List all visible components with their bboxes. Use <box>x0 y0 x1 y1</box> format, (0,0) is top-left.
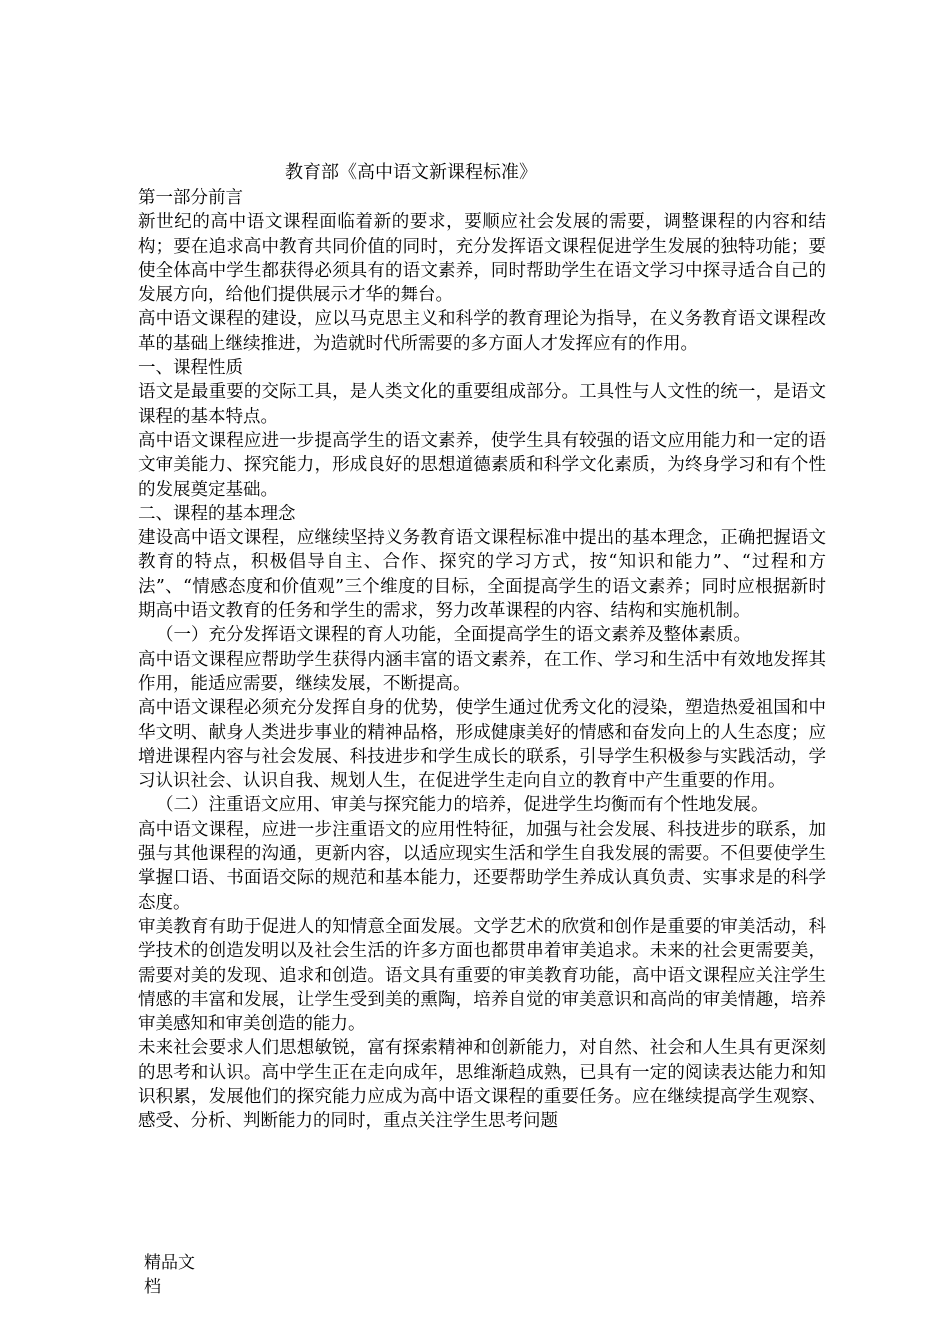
philosophy-paragraph-1: 建设高中语文课程，应继续坚持义务教育语文课程标准中提出的基本理念，正确把握语文教育的特点，积极倡导自主、合作、探究的学习方式，按“知识和能力”、“过程和方法”、“情感态度和价值观”三个维度的目标，全面提高学生的语文素养；同时应根据新时期高中语文教育的任务和学生的需求，努力改革课程的内容、结构和实施机制。 <box>138 528 826 622</box>
subsection-heading-1: （一）充分发挥语文课程的育人功能，全面提高学生的语文素养及整体素质。 <box>156 625 751 646</box>
intro-paragraph-2: 高中语文课程的建设，应以马克思主义和科学的教育理论为指导，在义务教育语文课程改革的基础上继续推进，为造就时代所需要的多方面人才发挥应有的作用。 <box>138 309 826 354</box>
subsection-heading-2: （二）注重语文应用、审美与探究能力的培养，促进学生均衡而有个性地发展。 <box>156 795 769 816</box>
page-title: 教育部《高中语文新课程标准》 <box>285 162 537 183</box>
subsection1-paragraph-2: 高中语文课程必须充分发挥自身的优势，使学生通过优秀文化的浸染，塑造热爱祖国和中华文明、献身人类进步事业的精神品格，形成健康美好的情感和奋发向上的人生态度；应增进课程内容与社会发展、科技进步和学生成长的联系，引导学生积极参与实践活动，学习认识社会、认识自我、规划人生，在促进学生走向自立的教育中产生重要的作用。 <box>138 698 826 792</box>
section-heading-nature: 一、课程性质 <box>138 358 243 379</box>
nature-paragraph-1: 语文是最重要的交际工具，是人类文化的重要组成部分。工具性与人文性的统一，是语文课程的基本特点。 <box>138 382 826 427</box>
subsection1-paragraph-1: 高中语文课程应帮助学生获得内涵丰富的语文素养，在工作、学习和生活中有效地发挥其作用，能适应需要，继续发展，不断提高。 <box>138 649 826 694</box>
intro-paragraph-1: 新世纪的高中语文课程面临着新的要求，要顺应社会发展的需要，调整课程的内容和结构；要在追求高中教育共同价值的同时，充分发挥语文课程促进学生发展的独特功能；要使全体高中学生都获得必须具有的语文素养，同时帮助学生在语文学习中探寻适合自己的发展方向，给他们提供展示才华的舞台。 <box>138 212 826 306</box>
document-body <box>138 186 826 1134</box>
section-heading-philosophy: 二、课程的基本理念 <box>138 503 296 524</box>
subsection2-paragraph-1: 高中语文课程，应进一步注重语文的应用性特征，加强与社会发展、科技进步的联系，加强与其他课程的沟通，更新内容，以适应现实生活和学生自我发展的需要。不但要使学生掌握口语、书面语交际的规范和基本能力，还要帮助学生养成认真负责、实事求是的科学态度。 <box>138 819 826 913</box>
subsection2-paragraph-3: 未来社会要求人们思想敏锐，富有探索精神和创新能力，对自然、社会和人生具有更深刻的思考和认识。高中学生正在走向成年，思维渐趋成熟，已具有一定的阅读表达能力和知识积累，发展他们的探究能力应成为高中语文课程的重要任务。应在继续提高学生观察、感受、分析、判断能力的同时，重点关注学生思考问题 <box>138 1038 826 1132</box>
subsection2-paragraph-2: 审美教育有助于促进人的知情意全面发展。文学艺术的欣赏和创作是重要的审美活动，科学技术的创造发明以及社会生活的许多方面也都贯串着审美追求。未来的社会更需要美，需要对美的发现、追求和创造。语文具有重要的审美教育功能，高中语文课程应关注学生情感的丰富和发展，让学生受到美的熏陶，培养自觉的审美意识和高尚的审美情趣，培养审美感知和审美创造的能力。 <box>138 916 826 1035</box>
footer-watermark: 精品文档 <box>144 1253 195 1297</box>
nature-paragraph-2: 高中语文课程应进一步提高学生的语文素养，使学生具有较强的语文应用能力和一定的语文审美能力、探究能力，形成良好的思想道德素质和科学文化素质，为终身学习和有个性的发展奠定基础。 <box>138 430 826 500</box>
part-heading: 第一部分前言 <box>138 188 243 208</box>
